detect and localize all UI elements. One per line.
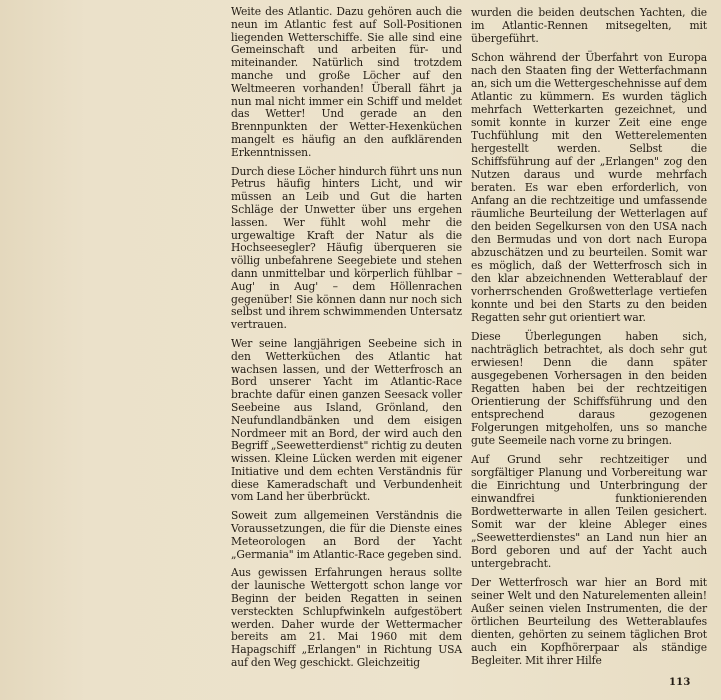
- paragraph: wurden die beiden deutschen Yachten, die im Atlantic-Rennen mitsegelten, mit übergeführt.: [471, 6, 707, 45]
- paragraph: Der Wetterfrosch war hier an Bord mit seiner Welt und den Naturelementen allein! Außer seinen vielen Instrumenten, die der örtlichen Beurteilung des Wetterablaufes dienten, gehörten zu seinem täglichen Brot auch ein Kopfhörerpaar als ständige Begleiter. Mit ihrer Hilfe: [471, 576, 707, 667]
- paragraph: Auf Grund sehr rechtzeitiger und sorgfältiger Planung und Vorbereitung war die Einrichtung und Unterbringung der einwandfrei funktionierenden Bordwetterwarte in allen Teilen gesichert. Somit war der kleine Ableger eines „Seewetterdienstes" an Land nun hier an Bord geboren und auf der Yacht auch untergebracht.: [471, 453, 707, 570]
- paragraph: Aus gewissen Erfahrungen heraus sollte der launische Wettergott schon lange vor Beginn der beiden Regatten in seinen versteckten Schlupfwinkeln aufgestöbert werden. Daher wurde der Wettermacher bereits am 21. Mai 1960 mit dem Hapagschiff „Erlangen" in Richtung USA auf den Weg geschickt. Gleichzeitig: [231, 566, 462, 670]
- paragraph: Diese Überlegungen haben sich, nachträglich betrachtet, als doch sehr gut erwiesen! Denn die dann später ausgegebenen Vorhersagen in den beiden Regatten haben bei der rechtzeitigen Orientierung der Schiffsführung und den entsprechend daraus gezogenen Folgerungen mitgeholfen, uns so manche gute Seemeile nach vorne zu bringen.: [471, 330, 707, 447]
- left-text-column: [231, 6, 462, 670]
- paragraph: Soweit zum allgemeinen Verständnis die Voraussetzungen, die für die Dienste eines Meteorologen an Bord der Yacht „Germania" im Atlantic-Race gegeben sind.: [231, 509, 462, 561]
- paragraph: Weite des Atlantic. Dazu gehören auch die neun im Atlantic fest auf Soll-Positionen liegenden Wetterschiffe. Sie alle sind eine Gemeinschaft und arbeiten für- und miteinander. Natürlich sind trotzdem manche und große Löcher auf den Weltmeeren vorhanden! Überall fährt ja nun mal nicht immer ein Schiff und meldet das Wetter! Und gerade an den Brennpunkten der Wetter-Hexenküchen mangelt es häufig an den aufklärenden Erkenntnissen.: [231, 5, 462, 159]
- paragraph: Wer seine langjährigen Seebeine sich in den Wetterküchen des Atlantic hat wachsen lassen, und der Wetterfrosch an Bord unserer Yacht im Atlantic-Race brachte dafür einen ganzen Seesack voller Seebeine aus Island, Grönland, den Neufundlandbänken und dem eisigen Nordmeer mit an Bord, der wird auch den Begriff „Seewetterdienst" richtig zu deuten wissen. Kleine Lücken werden mit eigener Initiative und dem echten Verständnis für diese Kameradschaft und Verbundenheit vom Land her überbrückt.: [231, 336, 462, 504]
- paragraph: Schon während der Überfahrt von Europa nach den Staaten fing der Wetterfachmann an, sich um die Wettergeschehnisse auf dem Atlantic zu kümmern. Es wurden täglich mehrfach Wetterkarten gezeichnet, und somit konnte in kurzer Zeit eine enge Tuchfühlung mit den Wetterelementen hergestellt werden. Selbst die Schiffsführung auf der „Erlangen" zog den Nutzen daraus und wurde mehrfach beraten. Es war eben erforderlich, von Anfang an die rechtzeitige und umfassende räumliche Beurteilung der Wetterlagen auf den beiden Segelkursen von den USA nach den Bermudas und von dort nach Europa abzuschätzen und zu beurteilen. Somit war es möglich, daß der Wetterfrosch sich in den klar abzeichnenden Wetterablauf der vorherrschenden Großwetterlage vertiefen konnte und bei den Starts zu den beiden Regatten sehr gut orientiert war.: [471, 51, 707, 324]
- right-text-column: [471, 6, 707, 667]
- page-number: 113: [669, 677, 691, 688]
- paragraph: Durch diese Löcher hindurch führt uns nun Petrus häufig hinters Licht, und wir müssen an Leib und Gut die harten Schläge der Unwetter über uns ergehen lassen. Wer fühlt wohl mehr die urgewaltige Kraft der Natur als die Hochseesegler? Häufig überqueren sie völlig unbefahrene Seegebiete und stehen dann unmittelbar und körperlich fühlbar – Aug' in Aug' – dem Höllenrachen gegenüber! Sie können dann nur noch sich selbst und ihrem schwimmenden Untersatz vertrauen.: [231, 164, 462, 332]
